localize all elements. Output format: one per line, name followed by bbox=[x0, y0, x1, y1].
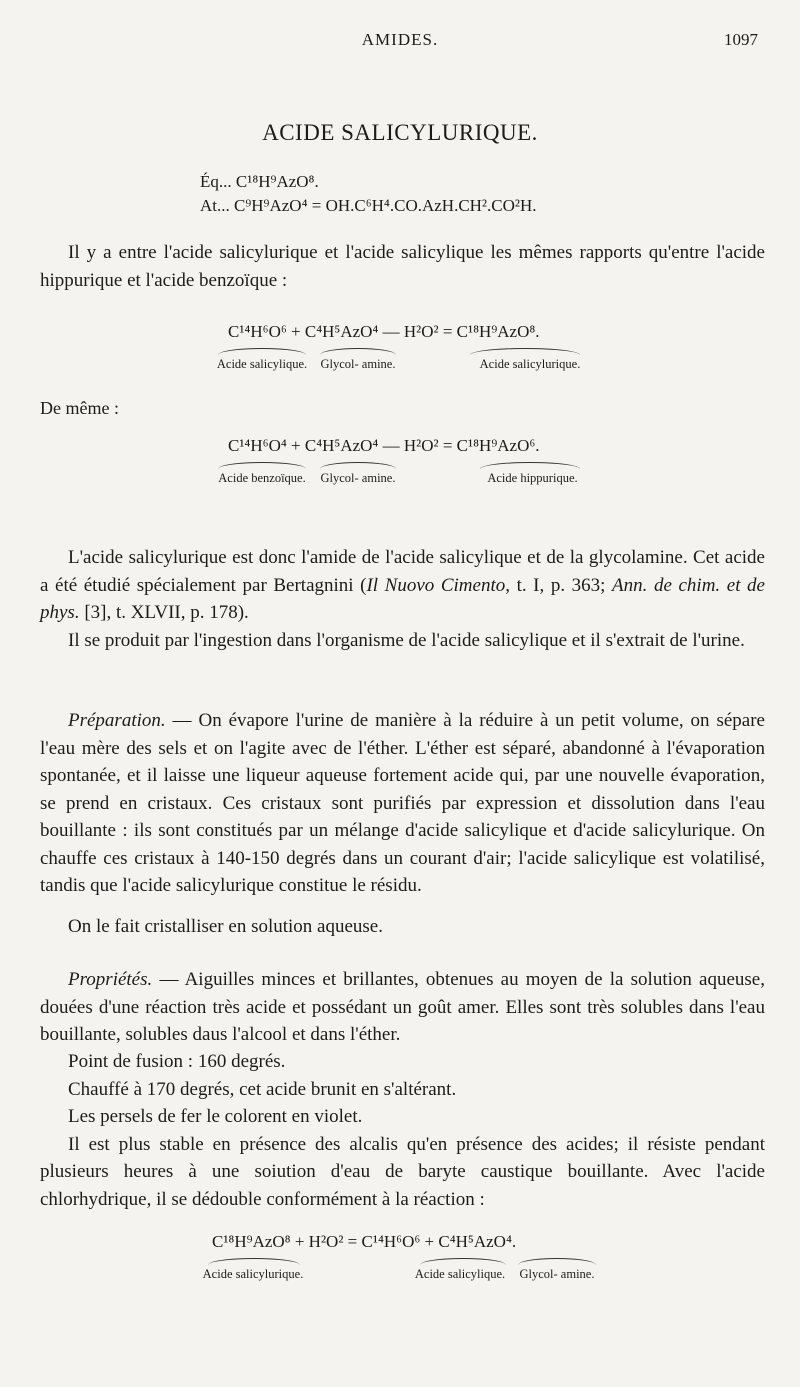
preparation-label: Préparation. bbox=[68, 710, 166, 731]
paragraph-stable: Il est plus stable en présence des alcalis qu'en présence des acides; il résiste pendant plusieurs heures à une soiution d'eau de baryte caustique bouillante. Avec l'acide chlorhydrique, il se dédouble conformément à la réaction : bbox=[40, 1133, 765, 1210]
paragraph-proprietes bbox=[40, 966, 765, 1049]
reaction-3-caption-3: Glycol- amine. bbox=[519, 1267, 595, 1281]
intro-paragraph: Il y a entre l'acide salicylurique et l'acide salicylique les mêmes rapports qu'entre l'acide hippurique et l'acide benzoïque : bbox=[40, 242, 765, 291]
preparation-text: — On évapore l'urine de manière à la réduire à un petit volume, on sépare l'eau mère des sels et on l'agite avec de l'éther. L'éther est séparé, abandonné à l'évaporation spontanée, et il laisse une liqueur aqueuse fortement acide qui, par une nouvelle évaporation, se prend en cristaux. Ces cristaux sont purifiés par expression et dissolution dans l'eau bouillante : ils sont constitués par un mélange d'acide salicylique et d'acide salicylurique. On chauffe ces cristaux à 140-150 degrés dans un courant d'air; l'acide salicylique est volatilisé, tandis que l'acide salicylurique constitue le résidu. bbox=[40, 710, 765, 896]
reaction-3-caption-2: Acide salicylique. bbox=[414, 1267, 506, 1281]
reaction-2-caption-2: Glycol- amine. bbox=[320, 471, 396, 485]
paragraph-fusion: Point de fusion : 160 degrés. bbox=[68, 1051, 286, 1072]
paragraph-preparation bbox=[40, 707, 765, 900]
brace bbox=[420, 1258, 506, 1265]
reaction-1-caption-3: Acide salicylurique. bbox=[479, 357, 581, 371]
reaction-1-caption-2: Glycol- amine. bbox=[320, 357, 396, 371]
reaction-3-caption-1: Acide salicylurique. bbox=[202, 1267, 304, 1281]
running-head bbox=[0, 30, 800, 54]
para1-annales: Ann. de chim. et de phys. bbox=[40, 574, 765, 623]
section-title: ACIDE SALICYLURIQUE. bbox=[262, 120, 538, 145]
paragraph-chauffe: Chauffé à 170 degrés, cet acide brunit en s'altérant. bbox=[68, 1078, 457, 1100]
brace bbox=[320, 462, 396, 469]
brace bbox=[470, 348, 580, 355]
brace bbox=[480, 462, 580, 469]
para1-text: L'acide salicylurique est donc l'amide de l'acide salicylique et de la glycolamine. Cet acide a été étudié spécialement par Bertagnini ( bbox=[40, 547, 765, 596]
brace bbox=[218, 462, 306, 469]
page-number: 1097 bbox=[724, 30, 758, 49]
paragraph-crystallize: On le fait cristalliser en solution aqueuse. bbox=[68, 916, 383, 937]
formula-at: At... C⁹H⁹AzO⁴ = OH.C⁶H⁴.CO.AzH.CH².CO²H. bbox=[200, 196, 537, 215]
para1-text-c: [3], t. XLVII, p. 178). bbox=[79, 602, 249, 623]
reaction-2-caption-3: Acide hippurique. bbox=[487, 471, 578, 485]
paragraph-amide bbox=[40, 544, 765, 627]
reaction-2-equation: C¹⁴H⁶O⁴ + C⁴H⁵AzO⁴ — H²O² = C¹⁸H⁹AzO⁶. bbox=[228, 436, 540, 455]
proprietes-text: — Aiguilles minces et brillantes, obtenues au moyen de la solution aqueuse, douées d'une réaction très acide et possédant un goût amer. Elles sont très solubles dans l'eau bouillante, solubles daus l'alcool et dans l'éther. bbox=[40, 969, 765, 1045]
formula-eq: Éq... C¹⁸H⁹AzO⁸. bbox=[200, 172, 319, 191]
reaction-1-equation: C¹⁴H⁶O⁶ + C⁴H⁵AzO⁴ — H²O² = C¹⁸H⁹AzO⁸. bbox=[228, 322, 540, 341]
brace bbox=[518, 1258, 596, 1265]
reaction-3-equation: C¹⁸H⁹AzO⁸ + H²O² = C¹⁴H⁶O⁶ + C⁴H⁵AzO⁴. bbox=[212, 1232, 517, 1251]
reaction-1-caption-1: Acide salicylique. bbox=[216, 357, 308, 371]
de-meme-label: De même : bbox=[40, 398, 119, 418]
para1-text-b: , t. I, p. 363; bbox=[505, 574, 613, 596]
brace bbox=[218, 348, 306, 355]
para1-journal: Il Nuovo Cimento bbox=[366, 574, 506, 596]
brace bbox=[320, 348, 396, 355]
paragraph-ingestion: Il se produit par l'ingestion dans l'organisme de l'acide salicylique et il s'extrait de l'urine. bbox=[68, 630, 745, 651]
running-head-title: AMIDES. bbox=[361, 30, 439, 49]
paragraph-persels: Les persels de fer le colorent en violet. bbox=[68, 1106, 363, 1127]
reaction-2-caption-1: Acide benzoïque. bbox=[218, 471, 306, 485]
proprietes-label: Propriétés. bbox=[68, 969, 153, 990]
brace bbox=[208, 1258, 300, 1265]
